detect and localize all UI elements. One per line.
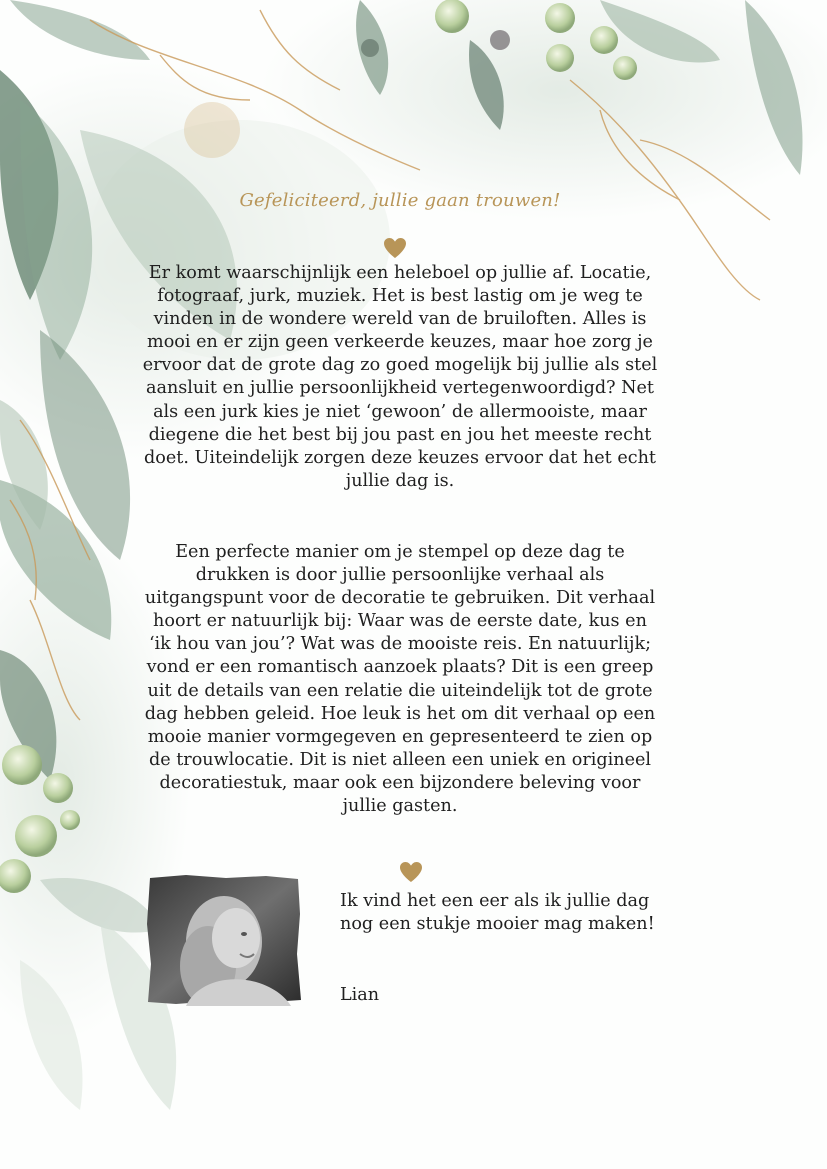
paragraph-text: Er komt waarschijnlijk een heleboel op jullie af. Locatie, fotograaf, jurk, muziek. Het is best lastig om je weg te vinden in de wondere wereld van de bruiloften. Alles is mooi en er zijn geen verkeerde keuzes, maar hoe zorg je ervoor dat de grote dag zo goed mogelijk bij jullie als stel aansluit en jullie persoonlijkheid vertegenwoordigd? Net als een jurk kies je niet ‘gewoon’ de allermooiste, maar diegene die het best bij jou past en jou het meeste recht doet. Uiteindelijk zorgen deze keuzes ervoor dat het echt jullie dag is. bbox=[142, 263, 658, 491]
heart-icon bbox=[383, 237, 407, 259]
portrait-photo bbox=[146, 874, 302, 1006]
card-title: Gefeliciteerd, jullie gaan trouwen! bbox=[239, 190, 561, 211]
closing-text: Ik vind het een eer als ik jullie dag nog een stukje mooier mag maken! bbox=[340, 891, 655, 935]
signature-name: Lian bbox=[340, 985, 380, 1005]
paragraph-text: Een perfecte manier om je stempel op deze dag te drukken is door jullie persoonlijke verhaal als uitgangspunt voor de decoratie te gebruiken. Dit verhaal hoort er natuurlijk bij: Waar was de eerste date, kus en ‘ik hou van jou’? Wat was de mooiste reis. En natuurlijk; vond er een romantisch aanzoek plaats? Dit is een greep uit de details van een relatie die uiteindelijk tot de grote dag hebben geleid. Hoe leuk is het om dit verhaal op een mooie manier vormgegeven en gepresenteerd te zien op de trouwlocatie. Dit is niet alleen een uniek en origineel decoratiestuk, maar ook een bijzondere beleving voor jullie gasten. bbox=[144, 542, 656, 817]
intro-paragraph bbox=[140, 262, 660, 493]
story-paragraph bbox=[140, 541, 660, 818]
heart-icon bbox=[399, 861, 423, 883]
